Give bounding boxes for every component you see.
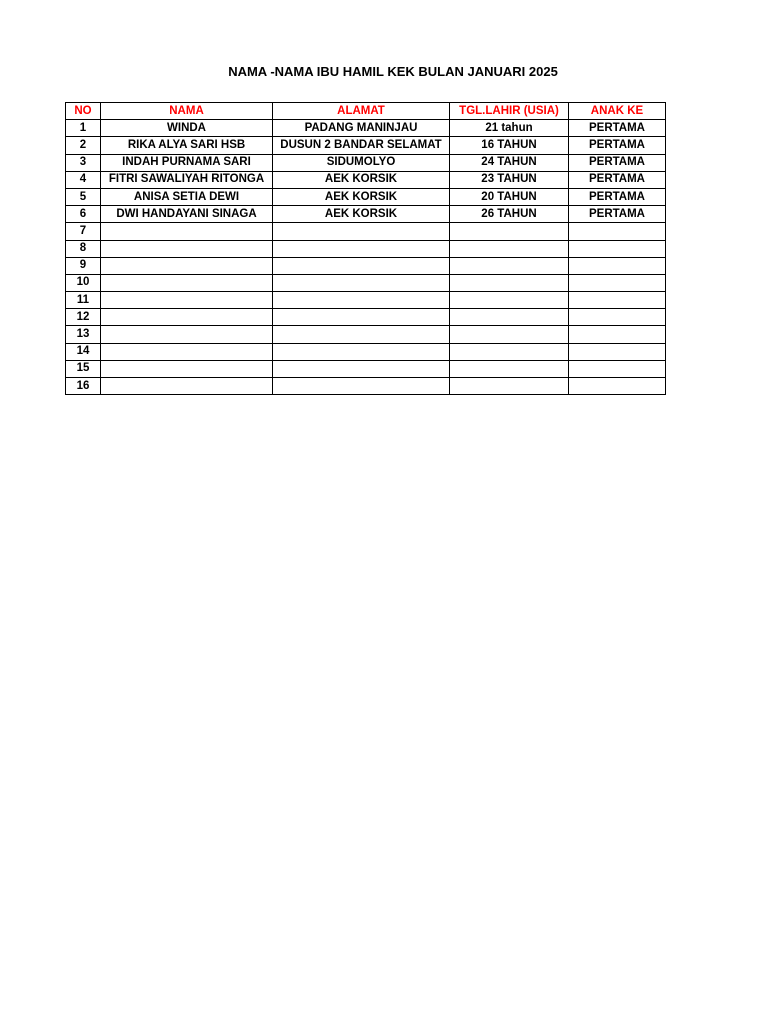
cell-anak-ke <box>569 378 666 395</box>
cell-tgl-lahir <box>450 309 569 326</box>
cell-alamat: SIDUMOLYO <box>273 154 450 171</box>
cell-alamat <box>273 257 450 274</box>
cell-no: 6 <box>66 206 101 223</box>
cell-no: 10 <box>66 274 101 291</box>
cell-no: 3 <box>66 154 101 171</box>
cell-no: 14 <box>66 343 101 360</box>
cell-no: 12 <box>66 309 101 326</box>
table-row <box>66 274 666 291</box>
cell-alamat <box>273 240 450 257</box>
cell-no: 11 <box>66 292 101 309</box>
cell-no: 1 <box>66 120 101 137</box>
data-table <box>65 102 666 395</box>
cell-tgl-lahir: 20 TAHUN <box>450 188 569 205</box>
cell-anak-ke <box>569 223 666 240</box>
cell-anak-ke: PERTAMA <box>569 171 666 188</box>
cell-tgl-lahir: 24 TAHUN <box>450 154 569 171</box>
cell-anak-ke: PERTAMA <box>569 154 666 171</box>
cell-nama <box>101 309 273 326</box>
cell-nama: INDAH PURNAMA SARI <box>101 154 273 171</box>
header-no: NO <box>66 103 101 120</box>
cell-nama <box>101 326 273 343</box>
cell-nama: WINDA <box>101 120 273 137</box>
cell-anak-ke <box>569 240 666 257</box>
table-row <box>66 309 666 326</box>
cell-anak-ke <box>569 343 666 360</box>
cell-no: 13 <box>66 326 101 343</box>
cell-alamat <box>273 343 450 360</box>
cell-nama <box>101 343 273 360</box>
cell-tgl-lahir <box>450 257 569 274</box>
cell-anak-ke: PERTAMA <box>569 206 666 223</box>
table-row <box>66 188 666 205</box>
table-header-row <box>66 103 666 120</box>
cell-nama: FITRI SAWALIYAH RITONGA <box>101 171 273 188</box>
cell-nama <box>101 240 273 257</box>
cell-nama <box>101 274 273 291</box>
table-row <box>66 154 666 171</box>
cell-alamat <box>273 309 450 326</box>
cell-tgl-lahir <box>450 274 569 291</box>
table-row <box>66 240 666 257</box>
cell-anak-ke: PERTAMA <box>569 137 666 154</box>
cell-nama: ANISA SETIA DEWI <box>101 188 273 205</box>
cell-no: 8 <box>66 240 101 257</box>
cell-alamat <box>273 326 450 343</box>
table-row <box>66 326 666 343</box>
cell-nama <box>101 257 273 274</box>
header-tgl-lahir: TGL.LAHIR (USIA) <box>450 103 569 120</box>
table-row <box>66 171 666 188</box>
table-row <box>66 292 666 309</box>
cell-alamat <box>273 274 450 291</box>
cell-alamat <box>273 360 450 377</box>
cell-anak-ke <box>569 309 666 326</box>
cell-anak-ke <box>569 257 666 274</box>
cell-anak-ke <box>569 292 666 309</box>
cell-alamat <box>273 292 450 309</box>
cell-tgl-lahir <box>450 292 569 309</box>
cell-tgl-lahir <box>450 343 569 360</box>
cell-nama: RIKA ALYA SARI HSB <box>101 137 273 154</box>
cell-anak-ke: PERTAMA <box>569 120 666 137</box>
table-row <box>66 137 666 154</box>
cell-anak-ke: PERTAMA <box>569 188 666 205</box>
header-nama: NAMA <box>101 103 273 120</box>
table-row <box>66 343 666 360</box>
cell-nama <box>101 360 273 377</box>
cell-alamat: DUSUN 2 BANDAR SELAMAT <box>273 137 450 154</box>
cell-alamat: AEK KORSIK <box>273 188 450 205</box>
cell-tgl-lahir <box>450 326 569 343</box>
header-anak-ke: ANAK KE <box>569 103 666 120</box>
cell-tgl-lahir <box>450 240 569 257</box>
table-row <box>66 378 666 395</box>
cell-no: 9 <box>66 257 101 274</box>
cell-tgl-lahir: 16 TAHUN <box>450 137 569 154</box>
table-row <box>66 360 666 377</box>
cell-no: 16 <box>66 378 101 395</box>
cell-tgl-lahir <box>450 223 569 240</box>
cell-tgl-lahir: 23 TAHUN <box>450 171 569 188</box>
table-row <box>66 257 666 274</box>
cell-anak-ke <box>569 274 666 291</box>
table-row <box>66 120 666 137</box>
cell-alamat: AEK KORSIK <box>273 171 450 188</box>
cell-tgl-lahir <box>450 360 569 377</box>
cell-nama <box>101 292 273 309</box>
cell-tgl-lahir: 26 TAHUN <box>450 206 569 223</box>
cell-no: 7 <box>66 223 101 240</box>
cell-alamat: AEK KORSIK <box>273 206 450 223</box>
cell-no: 5 <box>66 188 101 205</box>
cell-no: 15 <box>66 360 101 377</box>
cell-tgl-lahir: 21 tahun <box>450 120 569 137</box>
cell-no: 4 <box>66 171 101 188</box>
cell-no: 2 <box>66 137 101 154</box>
table-row <box>66 206 666 223</box>
cell-alamat <box>273 378 450 395</box>
page-title: NAMA -NAMA IBU HAMIL KEK BULAN JANUARI 2025 <box>228 64 558 79</box>
cell-alamat: PADANG MANINJAU <box>273 120 450 137</box>
header-alamat: ALAMAT <box>273 103 450 120</box>
cell-nama <box>101 223 273 240</box>
cell-nama: DWI HANDAYANI SINAGA <box>101 206 273 223</box>
cell-anak-ke <box>569 360 666 377</box>
cell-alamat <box>273 223 450 240</box>
cell-tgl-lahir <box>450 378 569 395</box>
cell-anak-ke <box>569 326 666 343</box>
cell-nama <box>101 378 273 395</box>
table-row <box>66 223 666 240</box>
